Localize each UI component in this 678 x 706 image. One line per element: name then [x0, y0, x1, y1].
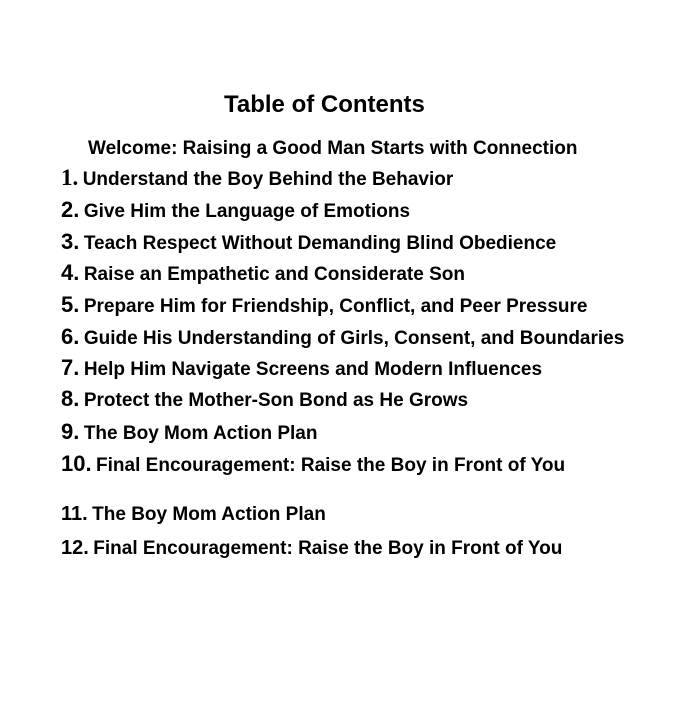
toc-entry-2 [61, 197, 410, 226]
toc-entry-text: Prepare Him for Friendship, Conflict, and Peer Pressure [83, 296, 588, 317]
toc-entry-text: Protect the Mother-Son Bond as He Grows [83, 390, 469, 411]
toc-entry-11 [61, 501, 326, 529]
toc-entry-text: The Boy Mom Action Plan [83, 423, 318, 444]
toc-entry-number: 11. [61, 503, 88, 525]
toc-entry-10 [61, 451, 565, 480]
page-title: Table of Contents [224, 91, 425, 118]
toc-entry-number: 3. [61, 229, 80, 254]
toc-entry-number: 10. [61, 451, 92, 476]
toc-entry-number: 9. [61, 419, 80, 444]
toc-entry-1 [61, 165, 453, 194]
toc-entry-8 [61, 386, 468, 415]
toc-entry-text: Final Encouragement: Raise the Boy in Front of You [93, 538, 563, 559]
toc-entry-number: 2. [61, 197, 80, 222]
toc-entry-text: Understand the Boy Behind the Behavior [82, 169, 454, 190]
toc-entry-text: The Boy Mom Action Plan [92, 504, 326, 525]
toc-entry-number: 4. [61, 260, 80, 285]
toc-entry-12 [61, 535, 562, 563]
toc-entry-7 [61, 355, 542, 384]
toc-entry-number: 7. [61, 355, 80, 380]
toc-entry-text: Teach Respect Without Demanding Blind Obedience [83, 233, 557, 254]
toc-entry-3 [61, 229, 556, 258]
toc-entry-number: 1. [61, 165, 79, 190]
toc-entry-text: Help Him Navigate Screens and Modern Influences [83, 359, 543, 380]
toc-entry-number: 6. [61, 324, 80, 349]
toc-entry-number: 8. [61, 386, 80, 411]
toc-entry-text: Give Him the Language of Emotions [83, 201, 411, 222]
toc-entry-text: Final Encouragement: Raise the Boy in Front of You [96, 455, 566, 476]
toc-entry-6 [61, 324, 624, 353]
toc-entry-text: Guide His Understanding of Girls, Consent, and Boundaries [83, 328, 625, 349]
toc-entry-5 [61, 292, 587, 321]
toc-entry-text: Raise an Empathetic and Considerate Son [83, 264, 465, 285]
toc-entry-9 [61, 419, 317, 448]
toc-entry-4 [61, 260, 465, 289]
toc-welcome-entry: Welcome: Raising a Good Man Starts with Connection [88, 138, 578, 159]
toc-entry-number: 12. [61, 537, 89, 559]
toc-entry-number: 5. [61, 292, 80, 317]
